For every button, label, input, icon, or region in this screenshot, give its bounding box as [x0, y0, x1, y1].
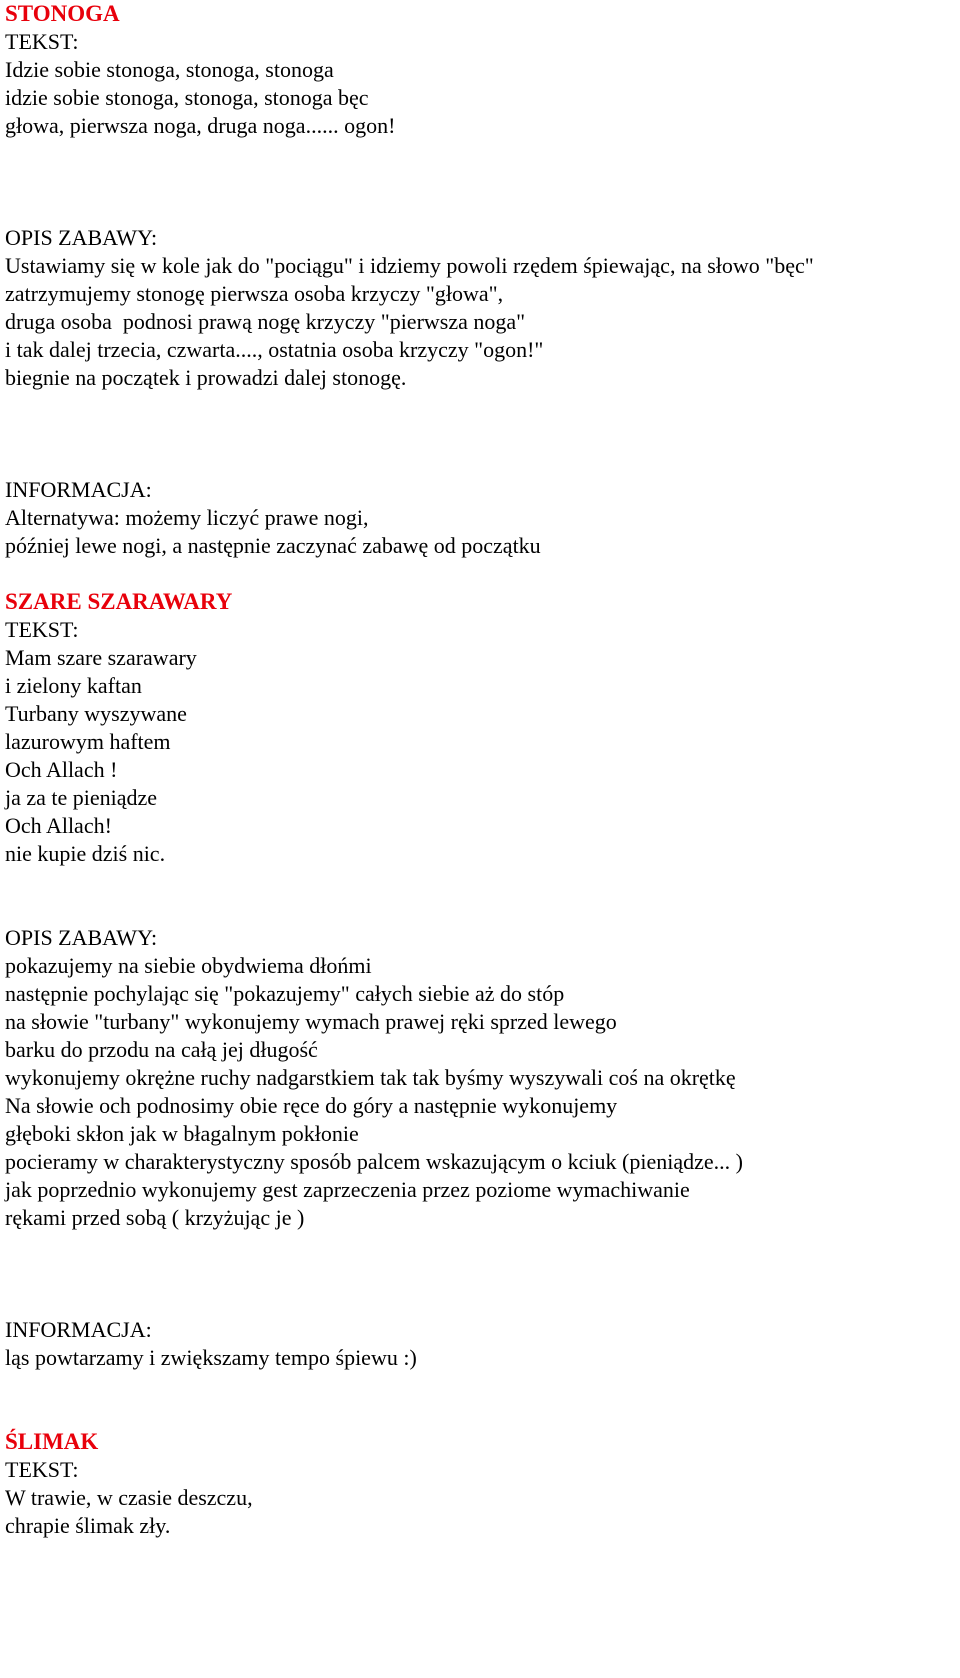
description-line: zatrzymujemy stonogę pierwsza osoba krzyczy "głowa", [5, 281, 504, 306]
description-line: wykonujemy okrężne ruchy nadgarstkiem tak tak byśmy wyszywali coś na okrętkę [5, 1065, 736, 1090]
spacer [5, 1232, 955, 1316]
description-heading: OPIS ZABAWY: [5, 925, 158, 950]
song-slimak [5, 1428, 955, 1540]
lyric-line: W trawie, w czasie deszczu, [5, 1485, 253, 1510]
song-title: STONOGA [5, 1, 120, 26]
lyric-line: Turbany wyszywane [5, 701, 187, 726]
description-line: następnie pochylając się "pokazujemy" całych siebie aż do stóp [5, 981, 565, 1006]
spacer [5, 1372, 955, 1428]
description-line: pocieramy w charakterystyczny sposób palcem wskazującym o kciuk (pieniądze... ) [5, 1149, 743, 1174]
song-title: ŚLIMAK [5, 1429, 99, 1454]
song-szare-szarawary [5, 588, 955, 1428]
lyric-line: Idzie sobie stonoga, stonoga, stonoga [5, 57, 334, 82]
info-line: ląs powtarzamy i zwiększamy tempo śpiewu :) [5, 1345, 417, 1370]
song-title: SZARE SZARAWARY [5, 589, 233, 614]
info-line: Alternatywa: możemy liczyć prawe nogi, [5, 505, 369, 530]
lyric-line: lazurowym haftem [5, 729, 171, 754]
description-line: jak poprzednio wykonujemy gest zaprzeczenia przez poziome wymachiwanie [5, 1177, 690, 1202]
text-heading: TEKST: [5, 29, 79, 54]
text-heading: TEKST: [5, 1457, 79, 1482]
description-line: Ustawiamy się w kole jak do "pociągu" i idziemy powoli rzędem śpiewając, na słowo "bęc" [5, 253, 814, 278]
lyric-line: i zielony kaftan [5, 673, 142, 698]
lyric-line: głowa, pierwsza noga, druga noga...... ogon! [5, 113, 396, 138]
text-heading: TEKST: [5, 617, 79, 642]
description-line: pokazujemy na siebie obydwiema dłońmi [5, 953, 372, 978]
lyric-line: Och Allach ! [5, 757, 118, 782]
description-line: i tak dalej trzecia, czwarta...., ostatnia osoba krzyczy "ogon!" [5, 337, 544, 362]
description-line: biegnie na początek i prowadzi dalej stonogę. [5, 365, 407, 390]
document-page [5, 0, 955, 1540]
info-heading: INFORMACJA: [5, 477, 152, 502]
description-line: Na słowie och podnosimy obie ręce do góry a następnie wykonujemy [5, 1093, 618, 1118]
info-heading: INFORMACJA: [5, 1317, 152, 1342]
spacer [5, 560, 955, 588]
description-line: druga osoba podnosi prawą nogę krzyczy "pierwsza noga" [5, 309, 526, 334]
lyric-line: nie kupie dziś nic. [5, 841, 166, 866]
description-line: na słowie "turbany" wykonujemy wymach prawej ręki sprzed lewego [5, 1009, 617, 1034]
lyric-line: Och Allach! [5, 813, 112, 838]
description-line: głęboki skłon jak w błagalnym pokłonie [5, 1121, 359, 1146]
lyric-line: idzie sobie stonoga, stonoga, stonoga bęc [5, 85, 369, 110]
lyric-line: chrapie ślimak zły. [5, 1513, 171, 1538]
description-line: barku do przodu na całą jej długość [5, 1037, 318, 1062]
description-heading: OPIS ZABAWY: [5, 225, 158, 250]
info-line: później lewe nogi, a następnie zaczynać zabawę od początku [5, 533, 541, 558]
spacer [5, 868, 955, 924]
lyric-line: ja za te pieniądze [5, 785, 158, 810]
song-stonoga [5, 0, 955, 588]
spacer [5, 140, 955, 224]
lyric-line: Mam szare szarawary [5, 645, 197, 670]
spacer [5, 392, 955, 476]
description-line: rękami przed sobą ( krzyżując je ) [5, 1205, 305, 1230]
